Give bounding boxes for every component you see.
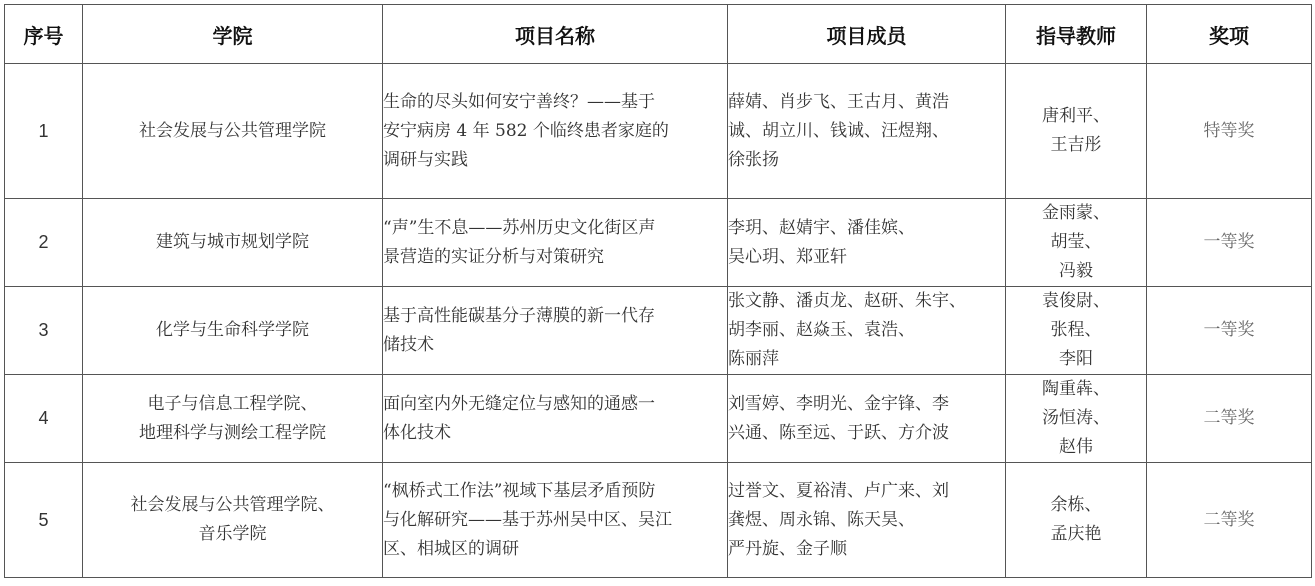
row-award: 一等奖 [1147,199,1312,287]
members-line: 刘雪婷、李明光、金宇锋、李 [728,393,949,414]
table-row [5,64,1312,199]
row-advisors [1006,463,1147,578]
project-line: 景营造的实证分析与对策研究 [383,246,604,267]
project-line: 生命的尽头如何安宁善终？——基于 [383,91,655,112]
row-members [728,287,1006,375]
row-college [83,287,383,375]
project-line: 安宁病房 4 年 582 个临终患者家庭的 [383,120,669,141]
table-row [5,287,1312,375]
members-line: 吴心玥、郑亚轩 [728,246,847,267]
row-college [83,199,383,287]
row-award: 特等奖 [1147,64,1312,199]
header-award: 奖项 [1147,5,1312,64]
college-line: 社会发展与公共管理学院、 [130,495,335,515]
college-line: 社会发展与公共管理学院 [139,120,326,141]
members-line: 胡李丽、赵焱玉、袁浩、 [728,320,915,340]
members-line: 过誉文、夏裕清、卢广来、刘 [728,480,949,501]
college-line: 建筑与城市规划学院 [156,232,309,252]
awards-table [4,4,1312,578]
header-row [5,5,1312,64]
header-advisors: 指导教师 [1006,5,1147,64]
row-members [728,64,1006,199]
row-college [83,375,383,463]
row-award: 二等奖 [1147,463,1312,578]
row-index: 3 [5,287,83,375]
members-line: 龚煜、周永锦、陈天昊、 [728,509,915,530]
row-index: 5 [5,463,83,578]
advisor-line: 胡莹、 [1050,232,1102,252]
project-line: 与化解研究——基于苏州吴中区、吴江 [383,509,672,530]
row-project [383,64,728,199]
advisor-line: 赵伟 [1059,437,1093,457]
row-project [383,199,728,287]
table-row [5,463,1312,578]
table-row [5,199,1312,287]
members-line: 诚、胡立川、钱诚、汪煜翔、 [728,120,949,141]
row-members [728,199,1006,287]
advisor-line: 汤恒涛、 [1042,408,1110,428]
project-line: 调研与实践 [383,149,468,170]
row-award: 二等奖 [1147,375,1312,463]
advisor-line: 冯毅 [1059,261,1093,281]
header-college: 学院 [83,5,383,64]
advisor-line: 孟庆艳 [1050,524,1102,544]
row-advisors [1006,375,1147,463]
members-line: 薛婧、肖步飞、王古月、黄浩 [728,91,949,112]
row-index: 1 [5,64,83,199]
advisor-line: 袁俊尉、 [1042,291,1110,311]
row-index: 2 [5,199,83,287]
row-members [728,375,1006,463]
college-line: 化学与生命科学学院 [156,320,309,340]
project-line: “声”生不息——苏州历史文化街区声 [383,217,656,238]
row-advisors [1006,199,1147,287]
row-college [83,463,383,578]
advisor-line: 陶重犇、 [1042,379,1110,399]
members-line: 李玥、赵婧宇、潘佳嫔、 [728,217,915,238]
row-college [83,64,383,199]
project-line: “枫桥式工作法”视域下基层矛盾预防 [383,480,656,501]
row-advisors [1006,64,1147,199]
advisor-line: 张程、 [1050,320,1102,340]
advisor-line: 唐利平、 [1042,106,1110,126]
project-line: 区、相城区的调研 [383,538,519,559]
header-members: 项目成员 [728,5,1006,64]
advisor-line: 金雨蒙、 [1042,203,1110,223]
header-project: 项目名称 [383,5,728,64]
college-line: 音乐学院 [198,524,267,544]
project-line: 体化技术 [383,422,451,443]
row-advisors [1006,287,1147,375]
members-line: 兴通、陈至远、于跃、方介波 [728,422,949,443]
members-line: 徐张扬 [728,149,779,170]
project-line: 储技术 [383,334,434,355]
row-project [383,287,728,375]
members-line: 严丹旋、金子顺 [728,538,847,559]
row-members [728,463,1006,578]
college-line: 地理科学与测绘工程学院 [139,422,326,443]
advisor-line: 王吉彤 [1050,135,1102,155]
members-line: 陈丽萍 [728,349,779,369]
row-project [383,463,728,578]
row-project [383,375,728,463]
row-award: 一等奖 [1147,287,1312,375]
project-line: 基于高性能碳基分子薄膜的新一代存 [383,305,655,326]
advisor-line: 李阳 [1059,349,1093,369]
college-line: 电子与信息工程学院、 [147,393,318,414]
row-index: 4 [5,375,83,463]
project-line: 面向室内外无缝定位与感知的通感一 [383,393,655,414]
table-row [5,375,1312,463]
members-line: 张文静、潘贞龙、赵研、朱宇、 [728,291,966,311]
header-index: 序号 [5,5,83,64]
advisor-line: 余栋、 [1050,495,1102,515]
